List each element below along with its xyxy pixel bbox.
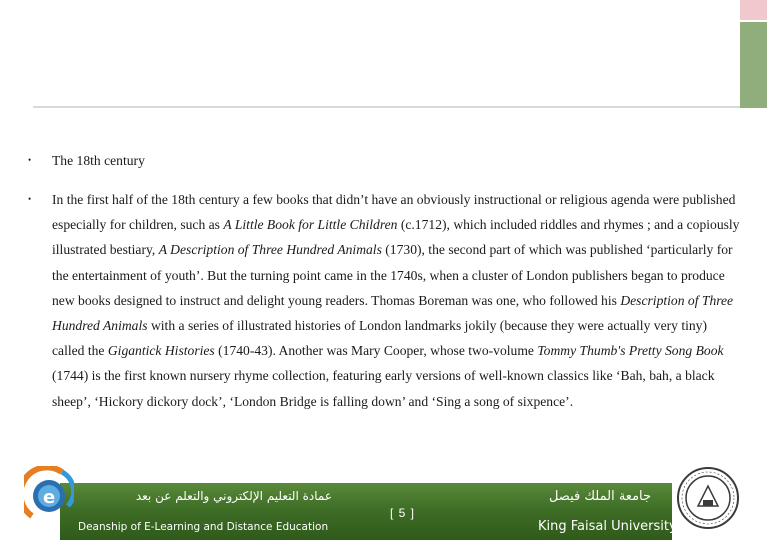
bullet-title: The 18th century [52, 153, 145, 168]
page-number: [ 5 ] [390, 506, 416, 520]
book-title: Description of Three Hundred Animals [52, 292, 734, 334]
bullet-item [28, 187, 740, 414]
footer [0, 466, 780, 540]
corner-accent-green [740, 22, 767, 108]
text-segment: In the first half of the 18th century a few books that didn’t have an obviously instructional or religious agenda were published especially for children, such as [52, 192, 736, 233]
deanship-arabic: عمادة التعليم الإلكتروني والتعلم عن بعد [135, 489, 332, 503]
slide-content [28, 148, 740, 414]
bullet-item [28, 148, 740, 173]
university-arabic: جامعة الملك فيصل [548, 489, 652, 504]
text-segment: (1730), the second part of which was published ‘particularly for the entertainment of youth’. But the turning point came in the 1740s, when a cluster of London publishers began to produce new books designed to instruct and delight young readers. Thomas Boreman was one, who followed his [52, 242, 733, 308]
header-divider [33, 106, 740, 108]
book-title: Gigantick Histories [107, 343, 215, 359]
text-segment: (1744) is the first known nursery rhyme collection, featuring early versions of well-known classics like ‘Bah, bah, a black sheep’, ‘Hickory dickory dock’, ‘London Bridge is falling down’ and ‘Sing a song of sixpence’. [52, 368, 715, 409]
book-title: Tommy Thumb's Pretty Song Book [537, 343, 724, 359]
deanship-english: Deanship of E-Learning and Distance Education [78, 521, 329, 533]
book-title: A Little Book for Little Children [223, 217, 398, 233]
corner-accent-pink [740, 0, 767, 20]
svg-text:e: e [43, 487, 56, 508]
text-segment: (1740-43). Another was Mary Cooper, whose two-volume [214, 343, 538, 359]
elearning-e-logo-icon [24, 466, 74, 522]
bullet-paragraph [52, 187, 740, 414]
book-title: A Description of Three Hundred Animals [158, 242, 382, 258]
text-segment: with a series of illustrated histories of London landmarks jokily (because they were actually very tiny) called the [52, 318, 707, 359]
text-segment: (c.1712), which included riddles and rhymes ; and a copiously illustrated bestiary, [52, 217, 740, 258]
bullet-dot-icon: • [28, 155, 32, 165]
bullet-dot-icon: • [28, 194, 32, 204]
university-seal-icon [676, 466, 740, 530]
university-english: King Faisal University [538, 519, 677, 534]
